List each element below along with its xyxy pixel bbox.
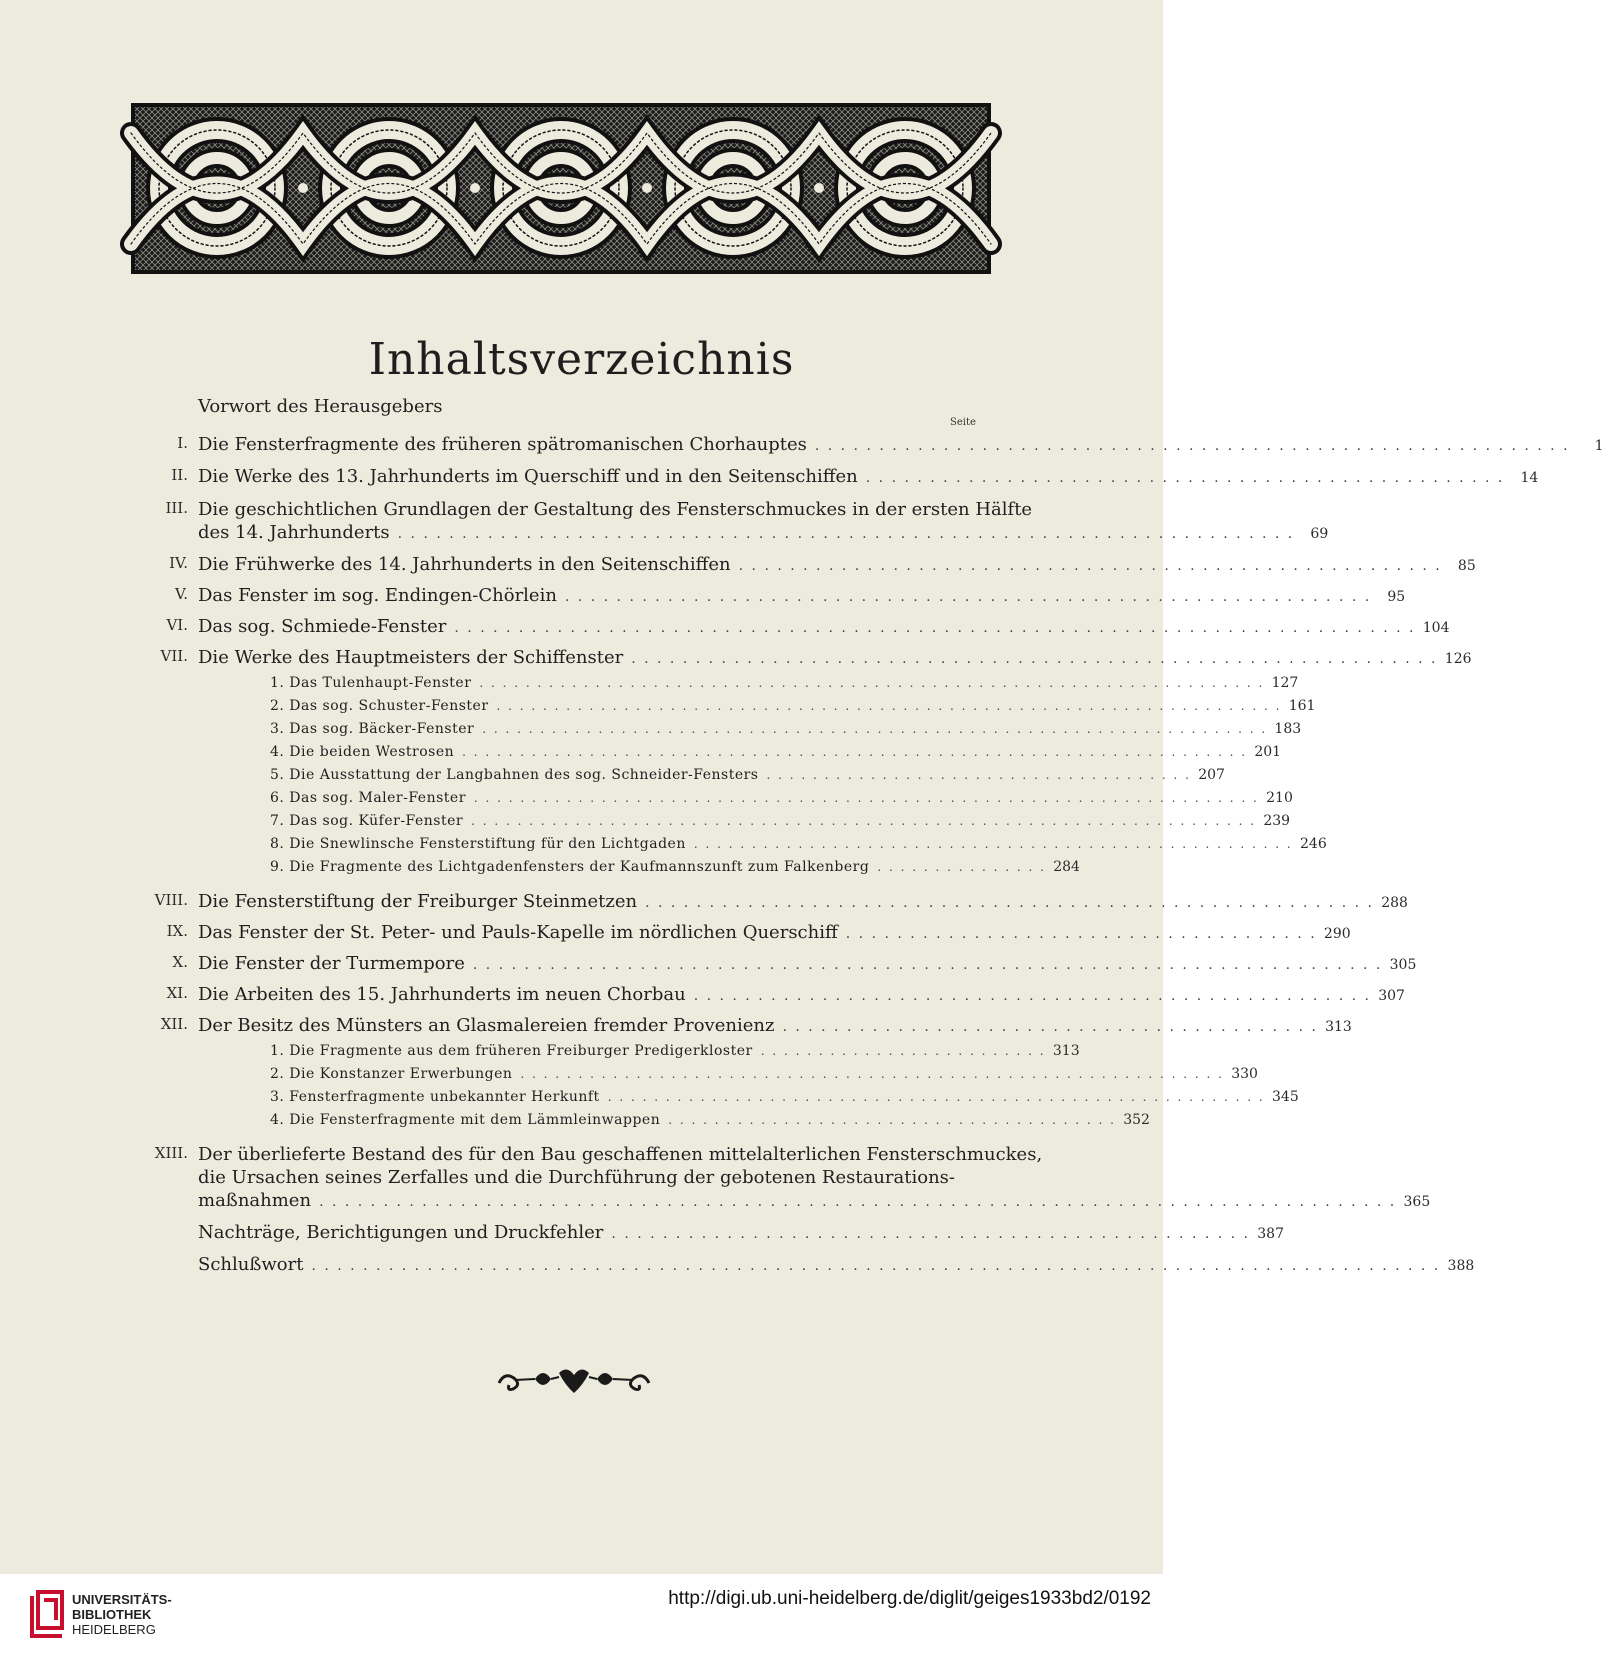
toc-entry-v: V. Das Fenster im sog. Endingen-Chörlein . . . . . . . . . . . . . . . . . . . . . . . . . . . . . . . . . . . . . . . . . . . . . . . . . . . . . . . . . . . . . . . 95: [175, 585, 1406, 606]
library-name: UNIVERSITÄTS- BIBLIOTHEK HEIDELBERG: [72, 1592, 172, 1637]
toc-subentry: 3. Das sog. Bäcker-Fenster . . . . . . . . . . . . . . . . . . . . . . . . . . . . . . . . . . . . . . . . . . . . . . . . . . . . . . . . . . . . . . . . . . . . 183: [270, 721, 1302, 737]
toc-subentry: 7. Das sog. Küfer-Fenster . . . . . . . . . . . . . . . . . . . . . . . . . . . . . . . . . . . . . . . . . . . . . . . . . . . . . . . . . . . . . . . . . . . . 239: [270, 813, 1291, 829]
toc-entry-iii: III. Die geschichtlichen Grundlagen der Gestaltung des Fensterschmuckes in der ersten Hälfte: [165, 499, 1033, 520]
toc-entry-iii-cont: des 14. Jahrhunderts . . . . . . . . . . . . . . . . . . . . . . . . . . . . . . . . . . . . . . . . . . . . . . . . . . . . . . . . . . . . . . . . . . . . . . 69: [198, 522, 1329, 543]
toc-entry-i: I. Die Fensterfragmente des früheren spätromanischen Chorhauptes . . . . . . . . . . . . . . . . . . . . . . . . . . . . . . . . . . . . . . . . . . . . . . . . . . . . . . . . . . . 1: [177, 434, 1604, 455]
toc-entry-xi: XI. Die Arbeiten des 15. Jahrhunderts im neuen Chorbau . . . . . . . . . . . . . . . . . . . . . . . . . . . . . . . . . . . . . . . . . . . . . . . . . . . . . 307: [166, 984, 1405, 1005]
ub-heidelberg-logo-icon: [28, 1588, 66, 1640]
celtic-knot-banner: [131, 103, 991, 274]
toc-subentry: 9. Die Fragmente des Lichtgadenfensters der Kaufmannszunft zum Falkenberg . . . . . . . . . . . . . . . 284: [270, 859, 1080, 875]
toc-entry-viii: VIII. Die Fensterstiftung der Freiburger Steinmetzen . . . . . . . . . . . . . . . . . . . . . . . . . . . . . . . . . . . . . . . . . . . . . . . . . . . . . . . . . 288: [154, 891, 1408, 912]
toc-subentry: 3. Fensterfragmente unbekannter Herkunft . . . . . . . . . . . . . . . . . . . . . . . . . . . . . . . . . . . . . . . . . . . . . . . . . . . . . . . . . 345: [270, 1089, 1299, 1105]
page-column-label: Seite: [950, 417, 976, 428]
toc-entry-ii: II. Die Werke des 13. Jahrhunderts im Querschiff und in den Seitenschiffen . . . . . . . . . . . . . . . . . . . . . . . . . . . . . . . . . . . . . . . . . . . . . . . . . . 14: [171, 466, 1539, 487]
toc-subentry: 1. Die Fragmente aus dem früheren Freiburger Predigerkloster . . . . . . . . . . . . . . . . . . . . . . . . . 313: [270, 1043, 1080, 1059]
toc-entry-nachtraege: Nachträge, Berichtigungen und Druckfehler . . . . . . . . . . . . . . . . . . . . . . . . . . . . . . . . . . . . . . . . . . . . . . . . . . 387: [198, 1222, 1284, 1243]
toc-entry-schlusswort: Schlußwort . . . . . . . . . . . . . . . . . . . . . . . . . . . . . . . . . . . . . . . . . . . . . . . . . . . . . . . . . . . . . . . . . . . . . . . . . . . . . . . . . . . . . . . . 388: [198, 1254, 1475, 1275]
footer-bar: [0, 1574, 1163, 1655]
toc-subentry: 6. Das sog. Maler-Fenster . . . . . . . . . . . . . . . . . . . . . . . . . . . . . . . . . . . . . . . . . . . . . . . . . . . . . . . . . . . . . . . . . . . . 210: [270, 790, 1293, 806]
toc-entry-xiii: XIII. Der überlieferte Bestand des für den Bau geschaffenen mittelalterlichen Fensterschmuckes,: [154, 1144, 1043, 1165]
toc-entry-vi: VI. Das sog. Schmiede-Fenster . . . . . . . . . . . . . . . . . . . . . . . . . . . . . . . . . . . . . . . . . . . . . . . . . . . . . . . . . . . . . . . . . . . . . . . . . . . 104: [166, 616, 1450, 637]
toc-entry-ix: IX. Das Fenster der St. Peter- und Pauls-Kapelle im nördlichen Querschiff . . . . . . . . . . . . . . . . . . . . . . . . . . . . . . . . . . . . . 290: [166, 922, 1351, 943]
toc-subentry: 8. Die Snewlinsche Fensterstiftung für den Lichtgaden . . . . . . . . . . . . . . . . . . . . . . . . . . . . . . . . . . . . . . . . . . . . . . . . . . . . 246: [270, 836, 1327, 852]
toc-subentry: 1. Das Tulenhaupt-Fenster . . . . . . . . . . . . . . . . . . . . . . . . . . . . . . . . . . . . . . . . . . . . . . . . . . . . . . . . . . . . . . . . . . . . 127: [270, 675, 1299, 691]
toc-entry-x: X. Die Fenster der Turmempore . . . . . . . . . . . . . . . . . . . . . . . . . . . . . . . . . . . . . . . . . . . . . . . . . . . . . . . . . . . . . . . . . . . . . . . 305: [172, 953, 1417, 974]
toc-subentry: 2. Das sog. Schuster-Fenster . . . . . . . . . . . . . . . . . . . . . . . . . . . . . . . . . . . . . . . . . . . . . . . . . . . . . . . . . . . . . . . . . . . . 161: [270, 698, 1316, 714]
toc-entry-xiii-cont: die Ursachen seines Zerfalles und die Durchführung der gebotenen Restaurations-: [198, 1167, 955, 1188]
source-url-link[interactable]: http://digi.ub.uni-heidelberg.de/diglit/geiges1933bd2/0192: [668, 1588, 1151, 1609]
page-title: Inhaltsverzeichnis: [368, 334, 795, 385]
closing-ornament: [495, 1365, 653, 1395]
toc-entry-vii: VII. Die Werke des Hauptmeisters der Schiffenster . . . . . . . . . . . . . . . . . . . . . . . . . . . . . . . . . . . . . . . . . . . . . . . . . . . . . . . . . . . . . . . 126: [160, 647, 1472, 668]
toc-entry-xii: XII. Der Besitz des Münsters an Glasmalereien fremder Provenienz . . . . . . . . . . . . . . . . . . . . . . . . . . . . . . . . . . . . . . . . . . 313: [160, 1015, 1352, 1036]
toc-entry-vorwort: Vorwort des Herausgebers: [198, 396, 443, 417]
toc-subentry: 4. Die Fensterfragmente mit dem Lämmleinwappen . . . . . . . . . . . . . . . . . . . . . . . . . . . . . . . . . . . . . . . 352: [270, 1112, 1150, 1128]
toc-subentry: 5. Die Ausstattung der Langbahnen des sog. Schneider-Fensters . . . . . . . . . . . . . . . . . . . . . . . . . . . . . . . . . . . . . 207: [270, 767, 1225, 783]
toc-subentry: 4. Die beiden Westrosen . . . . . . . . . . . . . . . . . . . . . . . . . . . . . . . . . . . . . . . . . . . . . . . . . . . . . . . . . . . . . . . . . . . . 201: [270, 744, 1282, 760]
toc-subentry: 2. Die Konstanzer Erwerbungen . . . . . . . . . . . . . . . . . . . . . . . . . . . . . . . . . . . . . . . . . . . . . . . . . . . . . . . . . . . . . 330: [270, 1066, 1258, 1082]
toc-entry-iv: IV. Die Frühwerke des 14. Jahrhunderts in den Seitenschiffen . . . . . . . . . . . . . . . . . . . . . . . . . . . . . . . . . . . . . . . . . . . . . . . . . . . . . . . 85: [169, 554, 1476, 575]
toc-entry-xiii-cont2: maßnahmen . . . . . . . . . . . . . . . . . . . . . . . . . . . . . . . . . . . . . . . . . . . . . . . . . . . . . . . . . . . . . . . . . . . . . . . . . . . . . . . . . . . . 365: [198, 1190, 1431, 1211]
